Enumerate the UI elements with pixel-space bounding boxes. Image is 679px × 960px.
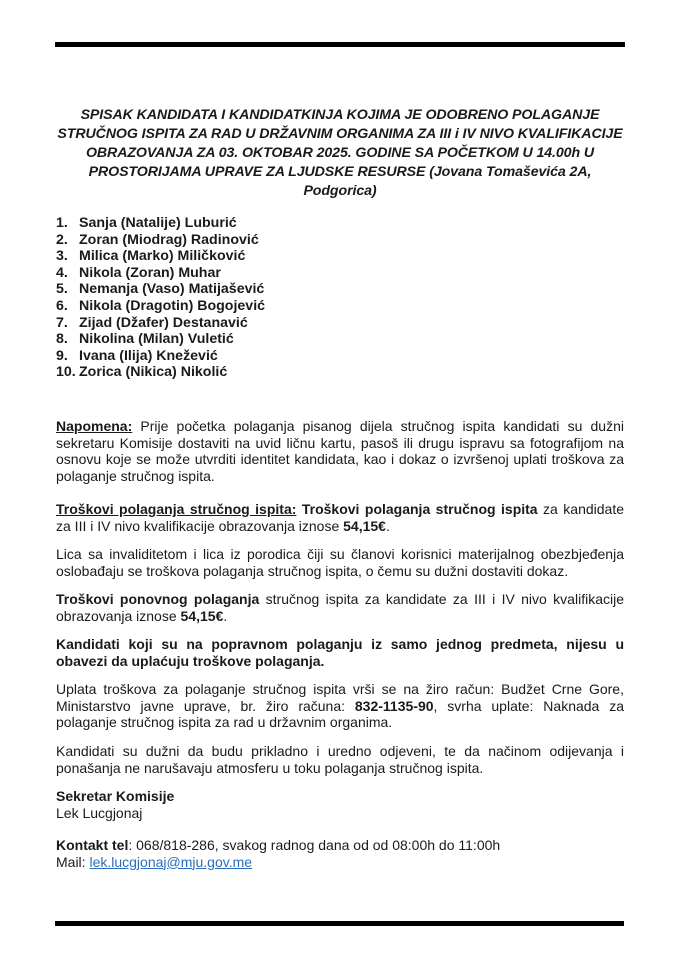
list-number: 2. [56,231,68,248]
troskovi-label: Troškovi polaganja stručnog ispita: [56,501,297,517]
bottom-horizontal-rule [55,921,624,926]
list-number: 4. [56,264,68,281]
contact-phone [56,837,624,854]
signature-role: Sekretar Komisije [56,788,175,804]
list-item [56,364,265,381]
napomena-text: Prije početka polaganja pisanog dijela stručnog ispita kandidati su dužni sekretaru Komisije dostaviti na uvid ličnu kartu, pasoš ili drugu ispravu sa fotografijom na osnovu koje se može utvrditi identitet kandidata, kao i dokaz o izvršenoj uplati troškova za polaganje stručnog ispita. [56,418,624,484]
list-item [56,331,265,348]
uplata-text-b: , svrha uplate: Naknada za polaganje stručnog ispita za rad u državnim organima. [56,697,624,731]
odijevanje-paragraph: Kandidati su dužni da budu prikladno i uredno odjeveni, te da načinom odijevanja i ponašanja ne narušavaju atmosferu u toku polaganja stručnog ispita. [56,743,624,776]
candidate-name: Ivana (Ilija) Knežević [79,347,218,364]
list-item [56,348,265,365]
ponovno-bold-lead: Troškovi ponovnog polaganja [56,591,260,607]
list-number: 1. [56,215,68,231]
title-address: (Jovana Tomaševića 2A, Podgorica) [303,164,592,199]
document-title [55,106,625,201]
ponovno-paragraph [56,591,624,624]
list-item [56,281,265,298]
popravni-paragraph: Kandidati koji su na popravnom polaganju iz samo jednog predmeta, nijesu u obavezi da uplaćuju troškove polaganja. [56,636,624,669]
napomena-label: Napomena: [56,418,133,434]
candidate-name: Nemanja (Vaso) Matijašević [79,281,265,298]
signature-block [56,788,624,821]
list-number: 9. [56,347,68,364]
candidate-name: Nikola (Zoran) Muhar [79,264,221,281]
tel-text: : 068/818-286, svakog radnog dana od od 08:00h do 11:00h [128,837,501,853]
invaliditet-paragraph: Lica sa invaliditetom i lica iz porodica čiji su članovi korisnici materijalnog obezbjeđenja oslobađaju se troškova polaganja stručnog ispita, o čemu su dužni dostaviti dokaz. [56,546,624,579]
troskovi-end: . [385,517,390,534]
list-number: 10. [56,364,76,381]
list-number: 7. [56,314,68,331]
candidate-name: Nikola (Dragotin) Bogojević [79,297,266,314]
list-item [56,315,265,332]
list-item [56,215,265,232]
candidate-name: Zijad (Džafer) Destanavić [79,314,248,331]
list-number: 6. [56,297,68,314]
list-item [56,298,265,315]
email-link[interactable]: lek.lucgjonaj@mju.gov.me [89,853,253,870]
napomena-paragraph [56,418,624,484]
troskovi-amount: 54,15€ [343,517,386,534]
candidate-list [56,215,265,381]
troskovi-paragraph [56,501,624,534]
troskovi-bold-lead: Troškovi polaganja stručnog ispita [296,501,538,517]
ponovno-amount: 54,15€ [180,607,224,624]
uplata-paragraph [56,681,624,731]
contact-block [56,837,624,870]
title-main: SPISAK KANDIDATA I KANDIDATKINJA KOJIMA JE ODOBRENO POLAGANJE STRUČNOG ISPITA ZA RAD U DRŽAVNIM ORGANIMA ZA III i IV NIVO KVALIFIKACIJE OBRAZOVANJA ZA 03. OKTOBAR 2025. GODINE SA POČETKOM U 14.00h U PROSTORIJAMA UPRAVE ZA LJUDSKE RESURSE [57,107,623,180]
candidate-name: Milica (Marko) Miličković [79,248,246,265]
signature-name: Lek Lucgjonaj [56,804,143,821]
uplata-text-a: Uplata troškova za polaganje stručnog ispita vrši se na žiro račun: Budžet Crne Gore, Ministarstvo javne uprave, br. žiro računa: [56,681,624,714]
ponovno-end: . [223,607,228,624]
list-number: 5. [56,281,68,298]
list-number: 8. [56,331,68,348]
list-number: 3. [56,248,68,265]
candidate-name: Sanja (Natalije) Luburić [79,215,237,231]
candidate-name: Zoran (Miodrag) Radinović [79,231,259,248]
tel-label: Kontakt tel [56,837,129,853]
account-number: 832-1135-90 [354,697,434,714]
contact-mail [56,854,624,871]
mail-label: Mail: [56,853,90,870]
troskovi-text: za kandidate za III i IV nivo kvalifikacije obrazovanja iznose [56,501,624,534]
list-item [56,265,265,282]
list-item [56,248,265,265]
list-item [56,232,265,249]
candidate-name: Zorica (Nikica) Nikolić [79,364,228,381]
candidate-name: Nikolina (Milan) Vuletić [79,331,234,348]
top-horizontal-rule [55,42,625,47]
ponovno-text: stručnog ispita za kandidate za III i IV nivo kvalifikacije obrazovanja iznose [56,591,624,624]
